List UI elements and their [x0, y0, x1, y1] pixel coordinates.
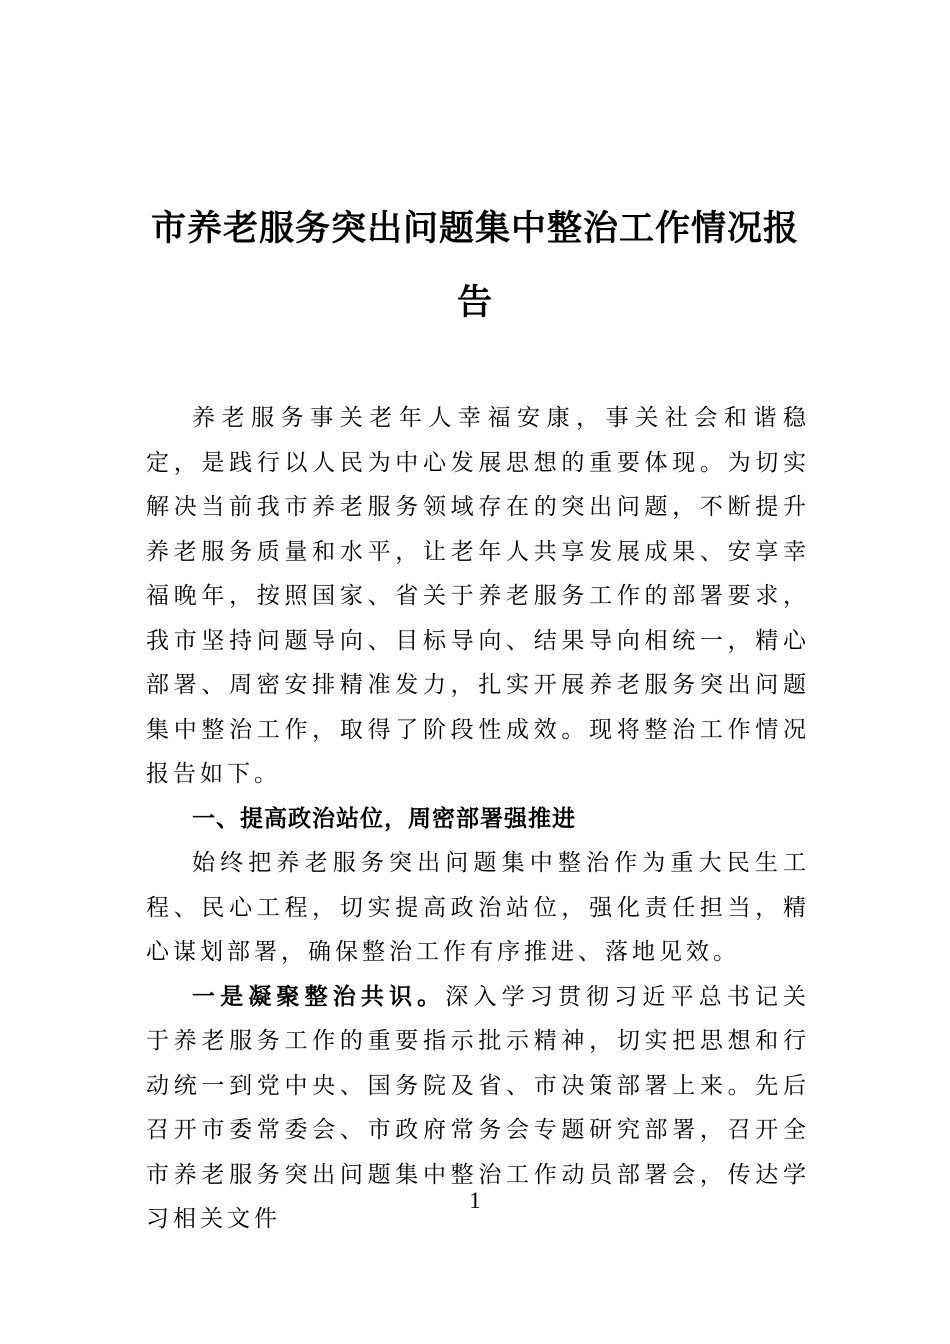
section-1-paragraph: 始终把养老服务突出问题集中整治作为重大民生工程、民心工程，切实提高政治站位，强化责任担当，精心谋划部署，确保整治工作有序推进、落地见效。: [146, 850, 810, 965]
item-1-text: 深入学习贯彻习近平总书记关于养老服务工作的重要指示批示精神，切实把思想和行动统一到党中央、国务院及省、市决策部署上来。先后召开市委常委会、市政府常务会专题研究部署，召开全市养老服务突出问题集中整治工作动员部署会，传达学习相关文件: [146, 983, 811, 1232]
document-body: [146, 396, 810, 1242]
page-number: 1: [469, 1188, 481, 1213]
title-line-2: 告: [456, 282, 493, 323]
intro-paragraph: 养老服务事关老年人幸福安康，事关社会和谐稳定，是践行以人民为中心发展思想的重要体现。为切实解决当前我市养老服务领域存在的突出问题，不断提升养老服务质量和水平，让老年人共享发展成果、安享幸福晚年，按照国家、省关于养老服务工作的部署要求，我市坚持问题导向、目标导向、结果导向相统一，精心部署、周密安排精准发力，扎实开展养老服务突出问题集中整治工作，取得了阶段性成效。现将整治工作情况报告如下。: [146, 405, 810, 787]
section-1-heading: 一、提高政治站位，周密部署强推进: [192, 804, 576, 832]
document-title: [130, 192, 820, 340]
item-1-lead: 一是凝聚整治共识。: [192, 982, 446, 1010]
title-line-1: 市养老服务突出问题集中整治工作情况报: [150, 208, 799, 249]
